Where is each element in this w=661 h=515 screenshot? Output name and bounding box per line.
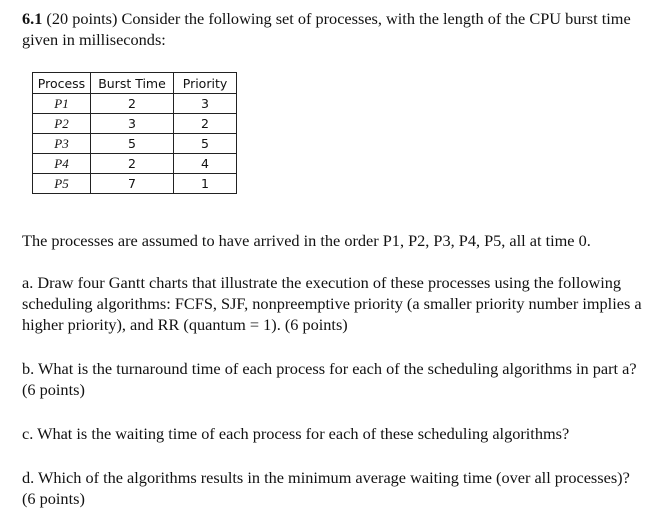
table-header-row (33, 73, 237, 94)
cell-priority: 2 (174, 114, 237, 134)
table-row (33, 134, 237, 154)
cell-priority: 1 (174, 174, 237, 194)
question-b: b. What is the turnaround time of each process for each of the scheduling algorithms in part a? (6 points) (22, 359, 637, 399)
header-priority: Priority (174, 73, 237, 94)
cell-process: P4 (33, 154, 91, 174)
arrival-statement: The processes are assumed to have arrived in the order P1, P2, P3, P4, P5, all at time 0. (22, 231, 591, 250)
cell-process: P5 (33, 174, 91, 194)
question-d: d. Which of the algorithms results in the minimum average waiting time (over all processes)? (6 points) (22, 468, 630, 508)
problem-intro-text: (20 points) Consider the following set of processes, with the length of the CPU burst time given in milliseconds: (22, 9, 631, 49)
cell-priority: 5 (174, 134, 237, 154)
cell-process: P1 (33, 94, 91, 114)
cell-priority: 4 (174, 154, 237, 174)
problem-number: 6.1 (22, 9, 43, 28)
table-row (33, 114, 237, 134)
cell-burst-time: 5 (91, 134, 174, 154)
header-process: Process (33, 73, 91, 94)
problem-statement (22, 8, 642, 50)
table-row (33, 174, 237, 194)
cell-priority: 3 (174, 94, 237, 114)
cell-burst-time: 3 (91, 114, 174, 134)
cell-process: P3 (33, 134, 91, 154)
table-row (33, 154, 237, 174)
cell-burst-time: 2 (91, 154, 174, 174)
header-burst-time: Burst Time (91, 73, 174, 94)
cell-burst-time: 7 (91, 174, 174, 194)
cell-process: P2 (33, 114, 91, 134)
question-a: a. Draw four Gantt charts that illustrate the execution of these processes using the following scheduling algorithms: FCFS, SJF, nonpreemptive priority (a smaller priority number implies a higher priority), and RR (quantum = 1). (6 points) (22, 273, 642, 334)
process-table (32, 72, 237, 194)
cell-burst-time: 2 (91, 94, 174, 114)
table-row (33, 94, 237, 114)
question-c: c. What is the waiting time of each process for each of these scheduling algorithms? (22, 424, 570, 443)
